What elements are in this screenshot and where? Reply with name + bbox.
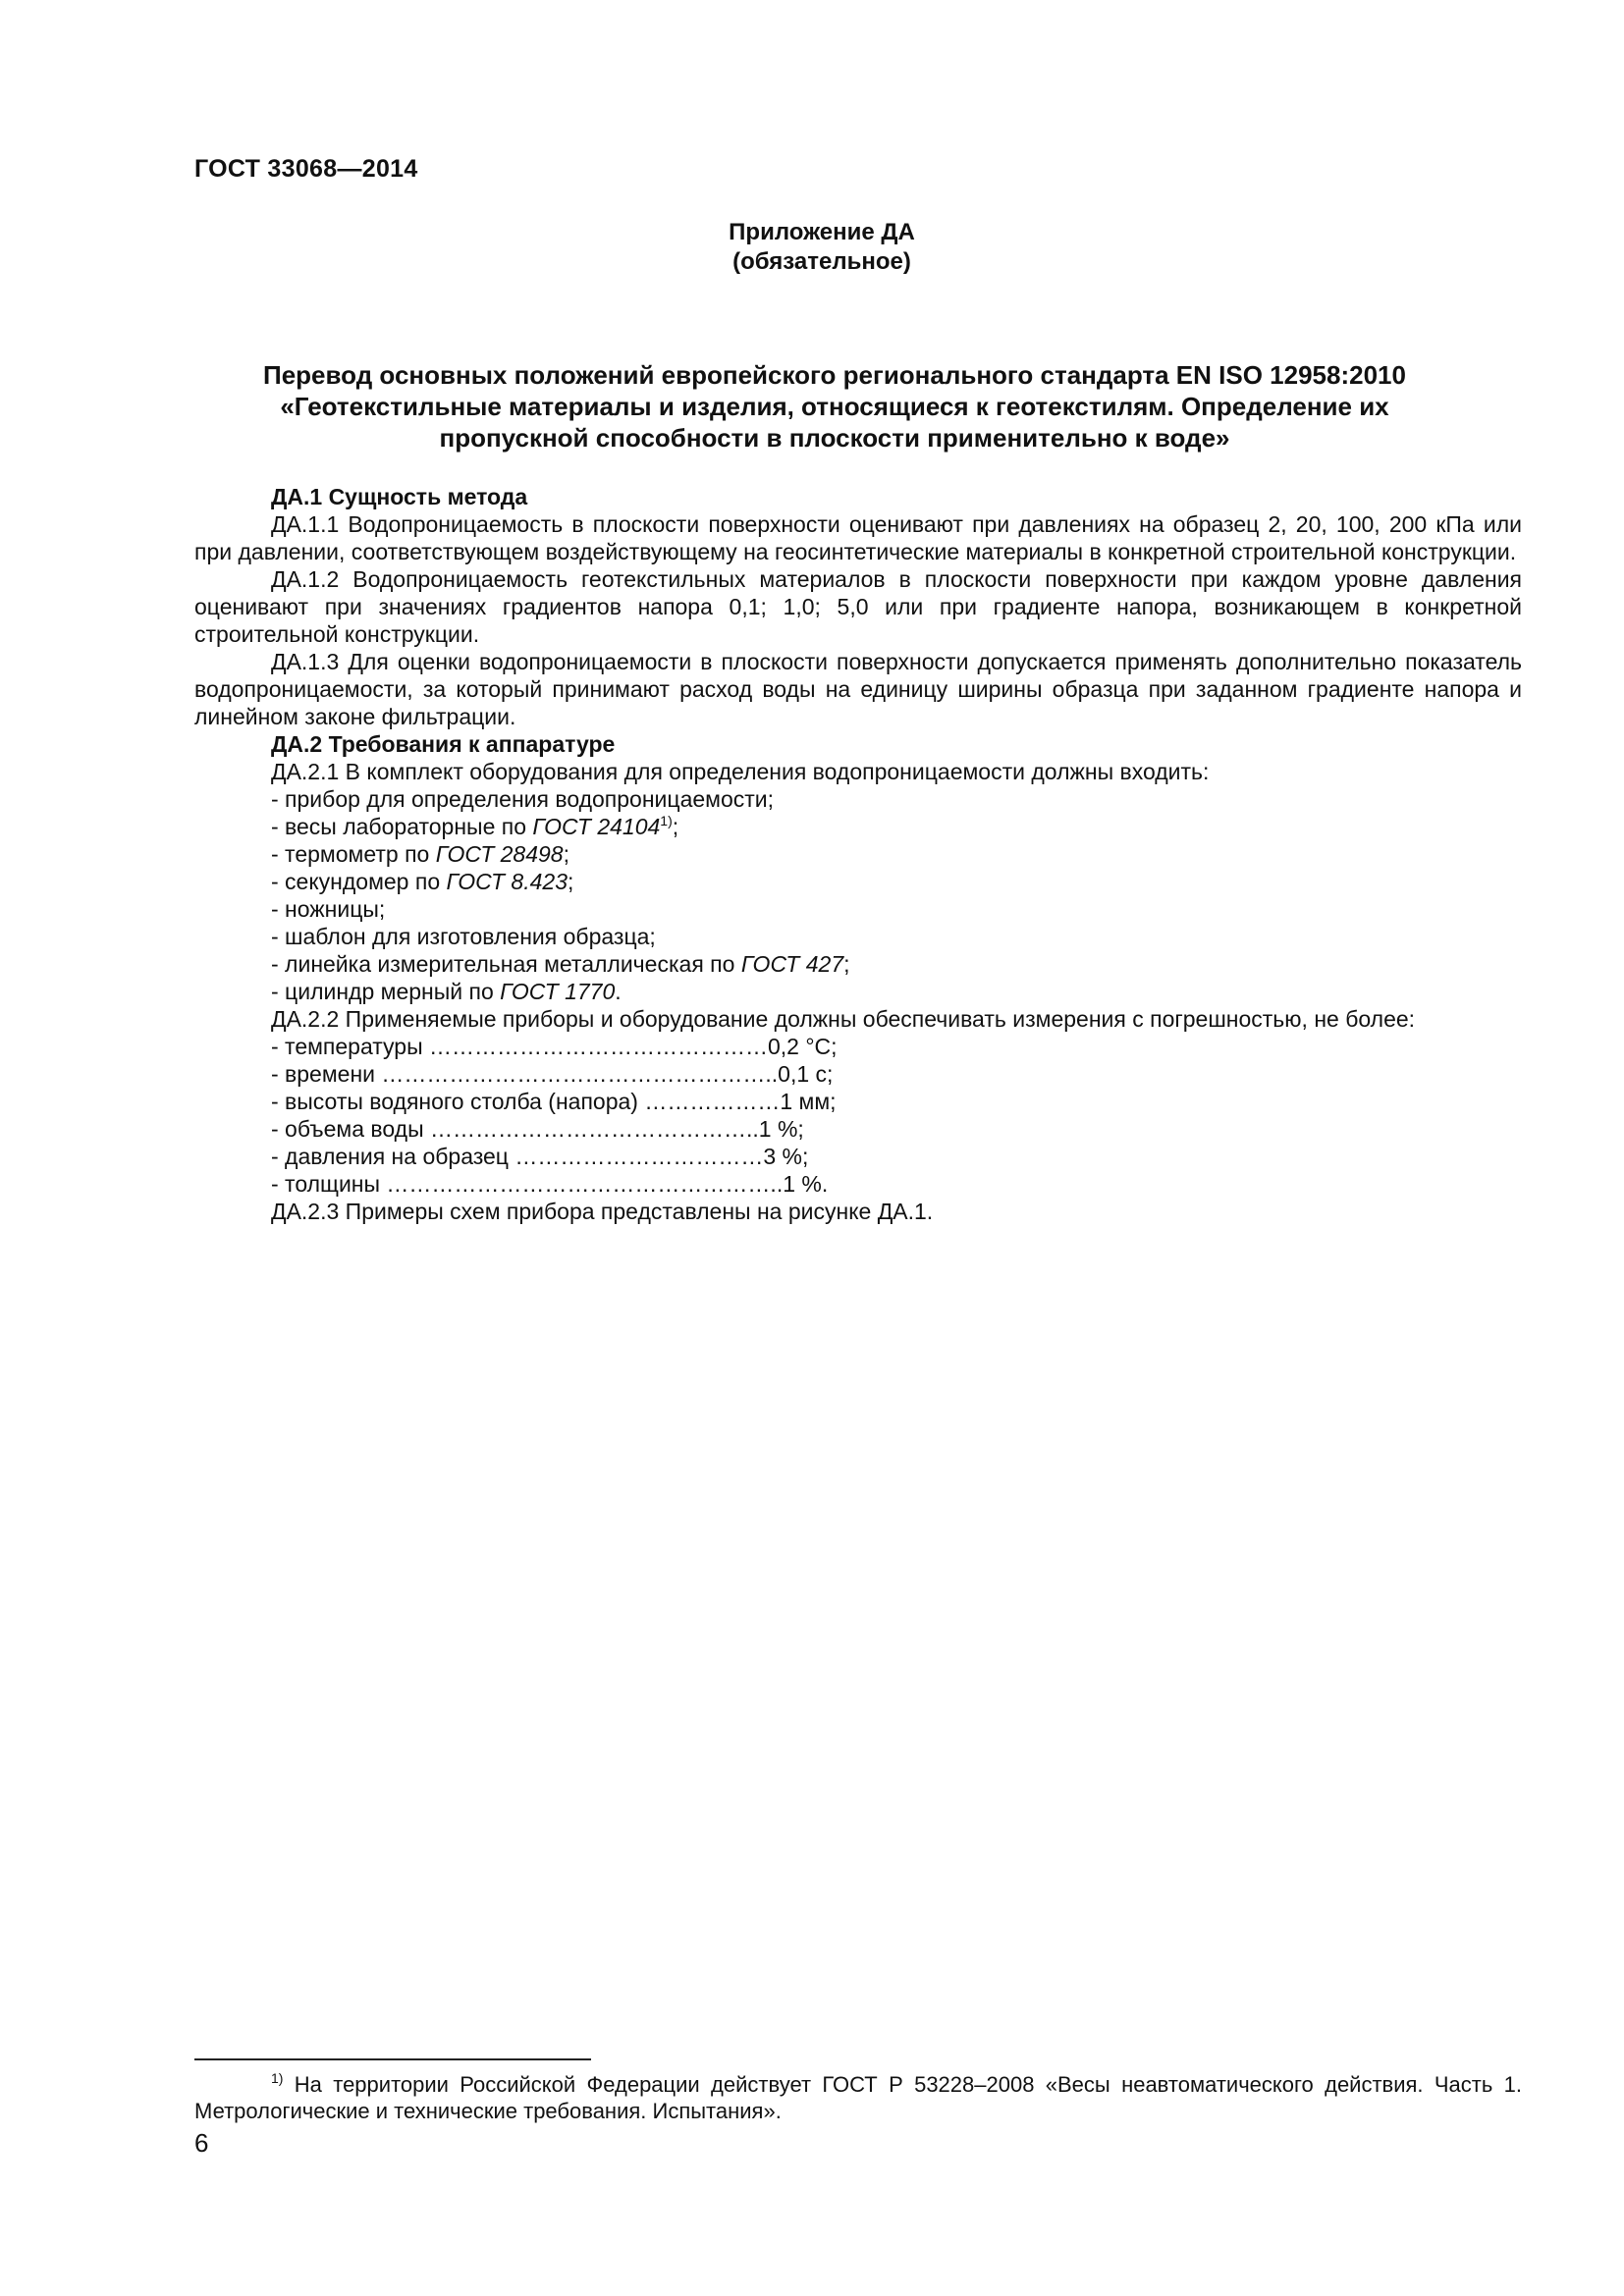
footnote-mark: 1) [271,2070,284,2086]
main-title-line-2: «Геотекстильные материалы и изделия, относящиеся к геотекстилям. Определение их [280,392,1389,421]
list-item: - температуры ………………………………………0,2 °С; [271,1034,838,1059]
annex-title [0,218,1624,277]
paragraph-da2-2: ДА.2.2 Применяемые приборы и оборудование должны обеспечивать измерения с погрешностью, не более: [271,1006,1416,1032]
list-item: - ножницы; [271,896,386,922]
list-item: - высоты водяного столба (напора) ………………1 мм; [271,1089,837,1114]
section-heading-da1: ДА.1 Сущность метода [271,484,528,509]
paragraph-da2-1: ДА.2.1 В комплект оборудования для определения водопроницаемости должны входить: [271,759,1210,784]
paragraph-da1-3: ДА.1.3 Для оценки водопроницаемости в плоскости поверхности допускается применять дополнительно показатель водопроницаемости, за который принимают расход воды на единицу ширины образца при заданном градиенте напора и линейном законе фильтрации. [194,649,1522,729]
annex-status: (обязательное) [732,248,911,275]
paragraph-da1-1: ДА.1.1 Водопроницаемость в плоскости поверхности оценивают при давлениях на образец 2, 20, 100, 200 кПа или при давлении, соответствующем воздействующему на геосинтетические материалы в конкретной строительной конструкции. [194,511,1522,564]
list-item: - объема воды ……………………………………..1 %; [271,1116,804,1142]
annex-label: Приложение ДА [729,219,915,245]
main-title [196,359,1473,454]
paragraph-da1-2: ДА.1.2 Водопроницаемость геотекстильных материалов в плоскости поверхности при каждом уровне давления оценивают при значениях градиентов напора 0,1; 1,0; 5,0 или при градиенте напора, возникающем в конкретной строительной конструкции. [194,566,1522,647]
list-item: - термометр по ГОСТ 28498; [271,841,569,867]
list-item: - линейка измерительная металлическая по ГОСТ 427; [271,951,850,977]
list-item: - шаблон для изготовления образца; [271,924,656,949]
standard-code: ГОСТ 33068—2014 [194,155,418,183]
footnote-text: На территории Российской Федерации действует ГОСТ Р 53228–2008 «Весы неавтоматического действия. Часть 1. Метрологические и технические требования. Испытания». [194,2072,1522,2123]
list-item: - давления на образец ……………………………3 %; [271,1144,809,1169]
footnote-divider [194,2058,591,2060]
document-body [194,483,1522,1225]
section-heading-da2: ДА.2 Требования к аппаратуре [271,731,616,757]
tolerance-list [194,1033,1522,1198]
main-title-line-1: Перевод основных положений европейского регионального стандарта EN ISO 12958:2010 [263,360,1406,390]
list-item: - цилиндр мерный по ГОСТ 1770. [271,979,622,1004]
paragraph-da2-3: ДА.2.3 Примеры схем прибора представлены на рисунке ДА.1. [271,1199,934,1224]
footnote [194,2071,1522,2124]
list-item: - весы лабораторные по ГОСТ 24104$^{1)}$; [271,813,679,839]
list-item: - толщины ……………………………………………..1 %. [271,1171,829,1197]
page-number: 6 [194,2128,209,2158]
main-title-line-3: пропускной способности в плоскости применительно к воде» [439,423,1230,453]
list-item: - времени ……………………………………………..0,1 с; [271,1061,834,1087]
equipment-list [194,785,1522,1005]
list-item: - секундомер по ГОСТ 8.423; [271,869,574,894]
list-item: - прибор для определения водопроницаемости; [271,786,775,812]
